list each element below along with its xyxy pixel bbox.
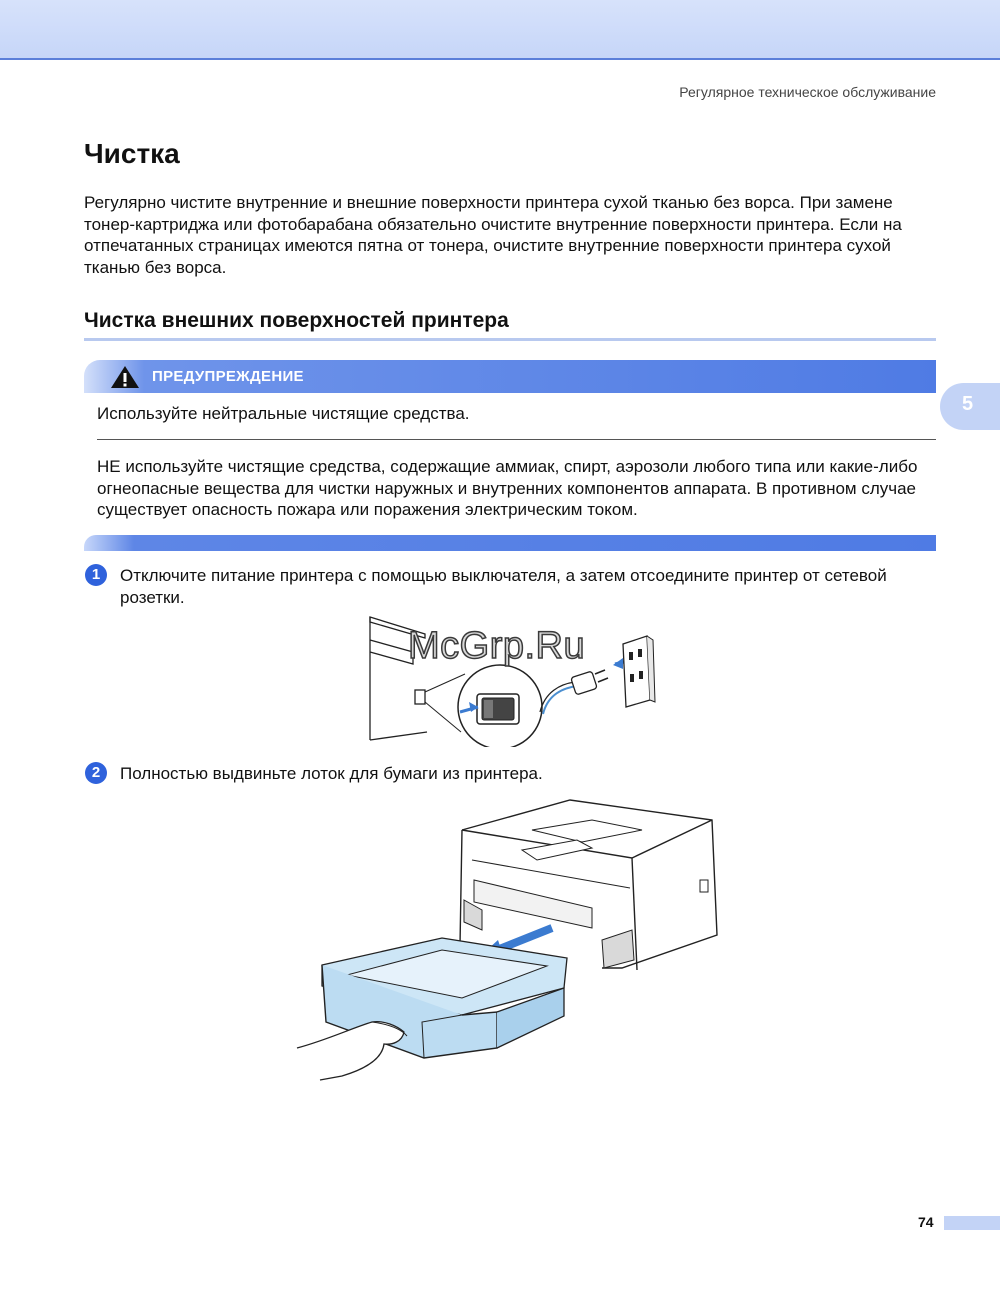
warning-footer-bar <box>84 535 936 551</box>
warning-triangle-icon <box>110 365 140 389</box>
top-band <box>0 0 1000 60</box>
warning-header-bar <box>84 360 936 393</box>
step-1-text: Отключите питание принтера с помощью выключателя, а затем отсоедините принтер от сетевой розетки. <box>120 566 887 607</box>
warning-label: ПРЕДУПРЕЖДЕНИЕ <box>152 368 304 385</box>
intro-paragraph: Регулярно чистите внутренние и внешние поверхности принтера сухой тканью без ворса. При замене тонер-картриджа или фотобарабана обязательно очистите внутренние поверхности принтера. Если на отпечатанных страницах имеются пятна от тонера, очистите внутренние поверхности принтера сухой тканью без ворса. <box>84 193 902 277</box>
warning-divider <box>97 439 936 440</box>
page-number: 74 <box>918 1214 934 1230</box>
running-header: Регулярное техническое обслуживание <box>679 84 936 100</box>
watermark: McGrp.Ru <box>408 625 586 667</box>
step-2-text: Полностью выдвиньте лоток для бумаги из принтера. <box>120 764 543 783</box>
section-title: Чистка внешних поверхностей принтера <box>84 309 509 332</box>
paper-tray-illustration <box>292 790 732 1090</box>
chapter-number: 5 <box>962 393 974 415</box>
page-number-tab <box>944 1216 1000 1230</box>
step-2-number: 2 <box>85 762 107 784</box>
warning-text-2: НЕ используйте чистящие средства, содержащие аммиак, спирт, аэрозоли любого типа или какие-либо огнеопасные вещества для чистки наружных и внутренних компонентов аппарата. В противном случае существует опасность пожара или поражения электрическим током. <box>97 457 918 519</box>
chapter-tab[interactable] <box>940 383 1000 430</box>
step-1-number: 1 <box>85 564 107 586</box>
section-rule <box>84 338 936 341</box>
warning-text-1: Используйте нейтральные чистящие средства. <box>97 404 470 423</box>
page-title: Чистка <box>84 138 180 169</box>
